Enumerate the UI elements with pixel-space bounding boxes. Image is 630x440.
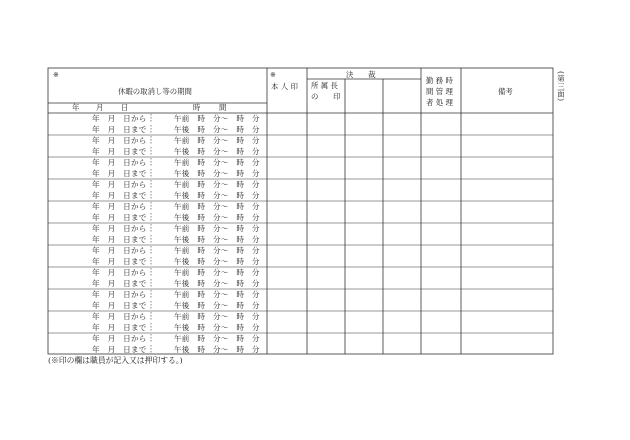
row-date: 年 月 日まで: [92, 301, 147, 310]
attendance-line3: 者 処 理: [426, 98, 453, 107]
decision-label: 決 裁: [346, 70, 376, 79]
mark-period: ※: [53, 71, 59, 79]
row-time: 午前 時 分～ 時 分: [174, 312, 260, 321]
row-date: 年 月 日から: [92, 114, 147, 123]
row-time: 午後 時 分～ 時 分: [174, 345, 260, 354]
row-date: 年 月 日まで: [92, 147, 147, 156]
col-month: 月: [96, 103, 104, 112]
row-time: 午前 時 分～ 時 分: [174, 202, 260, 211]
row-date: 年 月 日まで: [92, 169, 147, 178]
row-date: 年 月 日から: [92, 180, 147, 189]
col-time-1: 時: [193, 103, 201, 112]
row-date: 年 月 日から: [92, 136, 147, 145]
row-time: 午前 時 分～ 時 分: [174, 334, 260, 343]
seal-label: 本 人 印: [271, 82, 298, 91]
attendance-line1: 勤 務 時: [426, 76, 453, 85]
row-time: 午前 時 分～ 時 分: [174, 114, 260, 123]
col-day: 日: [121, 103, 129, 112]
row-time: 午前 時 分～ 時 分: [174, 290, 260, 299]
row-date: 年 月 日から: [92, 158, 147, 167]
col-year: 年: [72, 103, 80, 112]
row-time: 午前 時 分～ 時 分: [174, 268, 260, 277]
row-time: 午後 時 分～ 時 分: [174, 301, 260, 310]
period-title: 休暇の取消し等の期間: [118, 87, 192, 96]
row-date: 年 月 日まで: [92, 323, 147, 332]
attendance-line2: 間 管 理: [426, 87, 453, 96]
dept-head-line2: の 印: [311, 92, 341, 101]
row-time: 午後 時 分～ 時 分: [174, 125, 260, 134]
row-date: 年 月 日から: [92, 290, 147, 299]
row-date: 年 月 日まで: [92, 257, 147, 266]
row-time: 午後 時 分～ 時 分: [174, 235, 260, 244]
dept-head-line1: 所 属 長: [311, 81, 338, 90]
row-time: 午後 時 分～ 時 分: [174, 191, 260, 200]
footnote: (※印の欄は職員が記入又は押印する。): [48, 356, 183, 365]
remarks-label: 備考: [498, 87, 513, 96]
row-time: 午後 時 分～ 時 分: [174, 323, 260, 332]
row-date: 年 月 日まで: [92, 345, 147, 354]
row-time: 午前 時 分～ 時 分: [174, 136, 260, 145]
row-date: 年 月 日から: [92, 334, 147, 343]
row-time: 午後 時 分～ 時 分: [174, 147, 260, 156]
row-time: 午前 時 分～ 時 分: [174, 158, 260, 167]
row-time: 午後 時 分～ 時 分: [174, 169, 260, 178]
row-date: 年 月 日から: [92, 202, 147, 211]
row-date: 年 月 日まで: [92, 279, 147, 288]
row-time: 午前 時 分～ 時 分: [174, 246, 260, 255]
row-date: 年 月 日まで: [92, 191, 147, 200]
row-date: 年 月 日まで: [92, 213, 147, 222]
mark-seal: ※: [270, 71, 276, 79]
row-time: 午後 時 分～ 時 分: [174, 257, 260, 266]
row-time: 午後 時 分～ 時 分: [174, 279, 260, 288]
row-date: 年 月 日まで: [92, 235, 147, 244]
row-time: 午前 時 分～ 時 分: [174, 224, 260, 233]
row-date: 年 月 日まで: [92, 125, 147, 134]
row-date: 年 月 日から: [92, 312, 147, 321]
row-time: 午後 時 分～ 時 分: [174, 213, 260, 222]
side-label: (第三面): [556, 71, 566, 102]
row-date: 年 月 日から: [92, 224, 147, 233]
row-time: 午前 時 分～ 時 分: [174, 180, 260, 189]
row-date: 年 月 日から: [92, 246, 147, 255]
col-time-2: 間: [219, 103, 227, 112]
row-date: 年 月 日から: [92, 268, 147, 277]
